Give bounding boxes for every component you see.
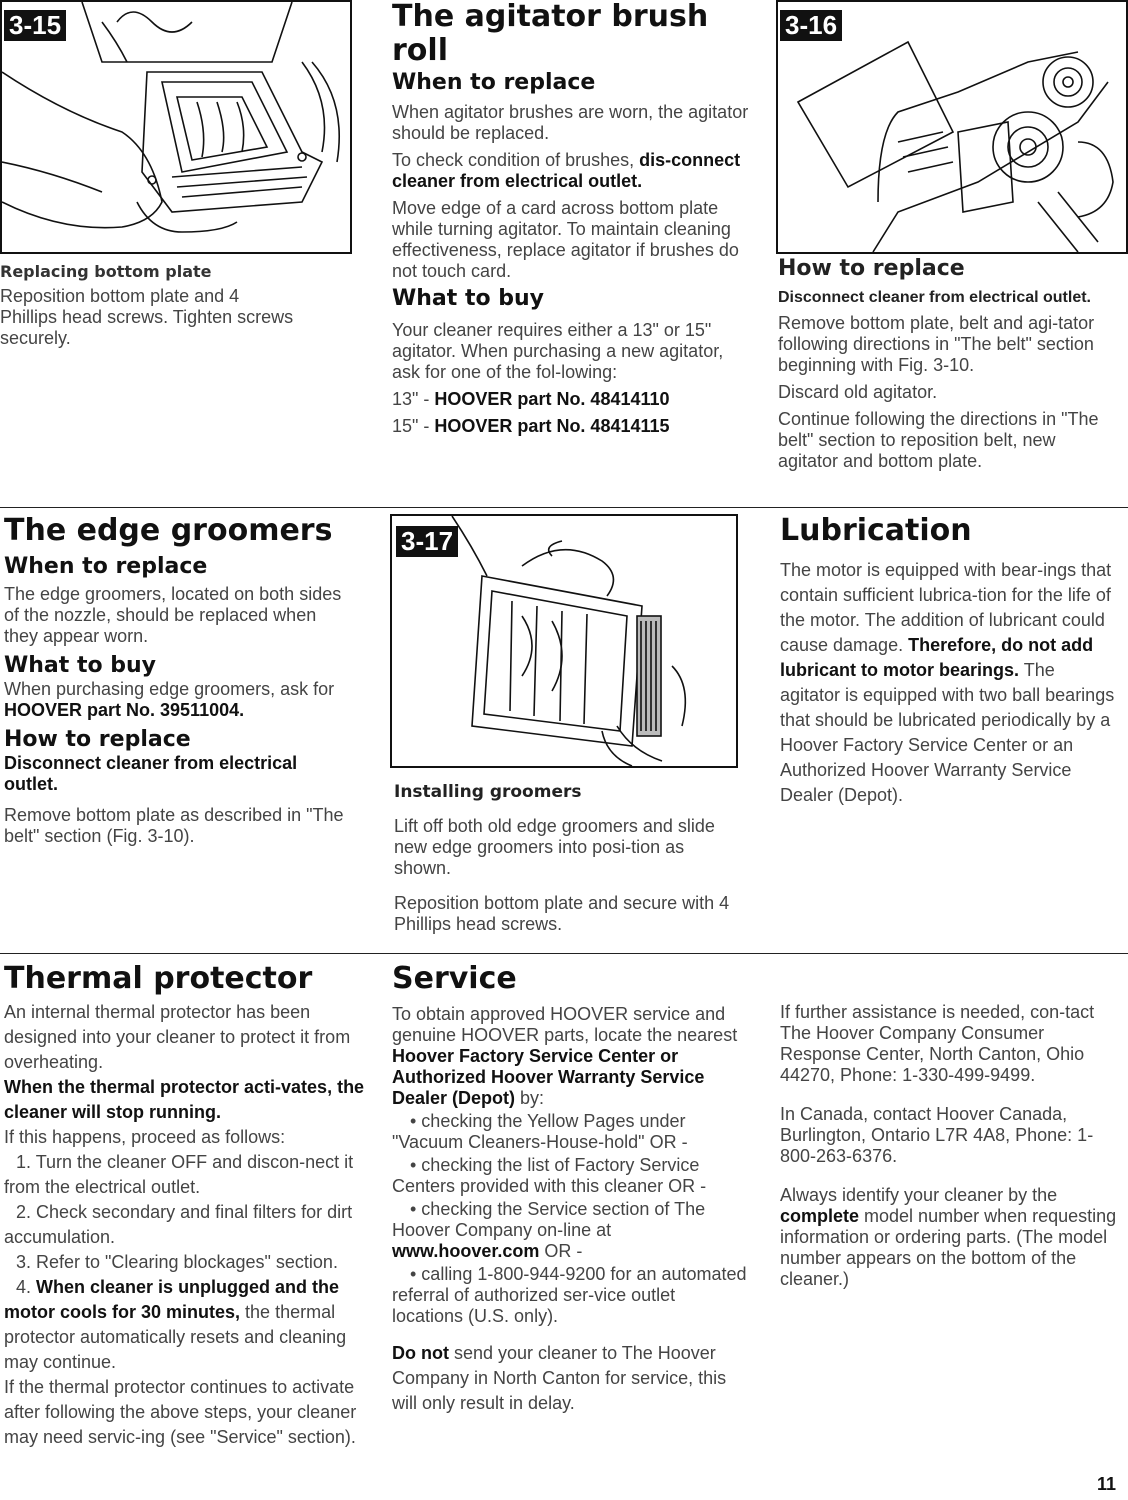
subheading-what-to-buy: What to buy [392, 286, 544, 311]
subheading-how-to-replace: How to replace [4, 727, 191, 752]
subheading-when-to-replace: When to replace [4, 554, 208, 579]
paragraph: If further assistance is needed, con-tact The Hoover Company Consumer Response Center, North Canton, Ohio 44270, Phone: 1-330-499-9499. [780, 1002, 1095, 1085]
section-title: The edge groomers [4, 513, 333, 548]
bullet: • calling 1-800-944-9200 for an automated referral of authorized ser-vice outlet locations (U.S. only). [392, 1264, 747, 1326]
step: 1. Turn the cleaner OFF and discon-nect it from the electrical outlet. [4, 1152, 354, 1197]
figure-badge: 3-15 [4, 10, 66, 41]
paragraph: Remove bottom plate as described in "The belt" section (Fig. 3-10). [4, 805, 344, 846]
paragraph: Your cleaner requires either a 13" or 15" agitator. When purchasing a new agitator, ask for one of the fol-lowing: [392, 320, 724, 382]
divider [0, 507, 1128, 508]
section-title: Thermal protector [4, 961, 313, 996]
divider [0, 953, 1128, 954]
step: 3. Refer to "Clearing blockages" section. [16, 1252, 338, 1272]
paragraph: Lift off both old edge groomers and slide new edge groomers into posi-tion as shown. [394, 816, 715, 878]
bullet: • checking the Service section of The Hoover Company on-line at www.hoover.com OR - [392, 1199, 706, 1261]
thermal-protector-section [4, 962, 366, 1450]
paragraph: The motor is equipped with bear-ings that contain sufficient lubrica-tion for the life of the motor. The addition of lubricant could cause damage. Therefore, do not add lubricant to motor bearings. The agitator is equipped with two ball bearings that should be lubricated periodically by a Hoover Factory Service Center or an Authorized Hoover Warranty Service Dealer (Depot). [780, 560, 1115, 805]
figure-3-15 [0, 0, 352, 254]
paragraph: The edge groomers, located on both sides of the nozzle, should be replaced when they appear worn. [4, 584, 342, 646]
section-title: Lubrication [780, 513, 972, 548]
paragraph: Always identify your cleaner by the complete model number when requesting information or ordering parts. (The model number appears on the bottom of the cleaner.) [780, 1185, 1117, 1289]
agitator-section [392, 2, 752, 443]
service-section [392, 962, 748, 1422]
paragraph: Discard old agitator. [778, 382, 938, 402]
bullet: • checking the list of Factory Service Centers provided with this cleaner OR - [392, 1155, 707, 1196]
bullet: • checking the Yellow Pages under "Vacuum Cleaners-House-hold" OR - [392, 1111, 688, 1152]
figure-3-16 [776, 0, 1128, 254]
subheading-what-to-buy: What to buy [4, 653, 156, 678]
service-contact-column [780, 1002, 1118, 1296]
page-number: 11 [1096, 1474, 1116, 1494]
part-number-13: 13" - HOOVER part No. 48414110 [392, 389, 670, 409]
part-number-15: 15" - HOOVER part No. 48414115 [392, 416, 670, 436]
figure-3-17 [390, 514, 738, 768]
paragraph: When the thermal protector acti-vates, the cleaner will stop running. [4, 1077, 365, 1122]
paragraph: To check condition of brushes, dis-connect cleaner from electrical outlet. [392, 150, 741, 191]
section-title: The agitator brush roll [392, 0, 709, 68]
figure-caption: Installing groomers [394, 782, 582, 802]
paragraph: To obtain approved HOOVER service and genuine HOOVER parts, locate the nearest Hoover Factory Service Center or Authorized Hoover Warranty Service Dealer (Depot) by: [392, 1004, 738, 1108]
paragraph: Move edge of a card across bottom plate while turning agitator. To maintain cleaning effectiveness, replace agitator if brushes do not touch card. [392, 198, 739, 281]
figure-badge: 3-17 [396, 526, 458, 557]
subheading-how-to-replace: How to replace [778, 256, 965, 281]
step: 2. Check secondary and final filters for dirt accumulation. [4, 1202, 353, 1247]
lubrication-section [780, 514, 1116, 808]
figure-3-15-text: Reposition bottom plate and 4 Phillips head screws. Tighten screws securely. [0, 286, 294, 348]
paragraph: Continue following the directions in "The belt" section to reposition belt, new agitator and bottom plate. [778, 409, 1099, 471]
paragraph: An internal thermal protector has been designed into your cleaner to protect it from overheating. [4, 1002, 351, 1072]
paragraph: In Canada, contact Hoover Canada, Burlington, Ontario L7R 4A8, Phone: 1-800-263-6376. [780, 1104, 1094, 1166]
figure-badge: 3-16 [780, 10, 842, 41]
section-title: Service [392, 961, 517, 996]
disconnect-warning: Disconnect cleaner from electrical outlet. [778, 289, 1091, 306]
figure-caption: Replacing bottom plate [0, 262, 212, 281]
paragraph: Do not send your cleaner to The Hoover Company in North Canton for service, this will only result in delay. [392, 1343, 727, 1413]
step: 4. When cleaner is unplugged and the motor cools for 30 minutes, the thermal protector automatically resets and cleaning may continue. [4, 1277, 347, 1372]
edge-groomers-section [4, 514, 354, 853]
paragraph: If the thermal protector continues to activate after following the above steps, your cleaner may need servic-ing (see "Service" section). [4, 1377, 357, 1447]
how-to-replace-agitator [778, 256, 1118, 478]
paragraph: Remove bottom plate, belt and agi-tator following directions in "The belt" section beginning with Fig. 3-10. [778, 313, 1095, 375]
paragraph: If this happens, proceed as follows: [4, 1127, 286, 1147]
installing-groomers-text [394, 782, 734, 941]
paragraph: When purchasing edge groomers, ask for HOOVER part No. 39511004. [4, 679, 335, 720]
subheading-when-to-replace: When to replace [392, 70, 596, 95]
paragraph: Reposition bottom plate and secure with 4 Phillips head screws. [394, 893, 730, 934]
paragraph: When agitator brushes are worn, the agitator should be replaced. [392, 102, 749, 143]
disconnect-warning: Disconnect cleaner from electrical outlet. [4, 753, 298, 794]
